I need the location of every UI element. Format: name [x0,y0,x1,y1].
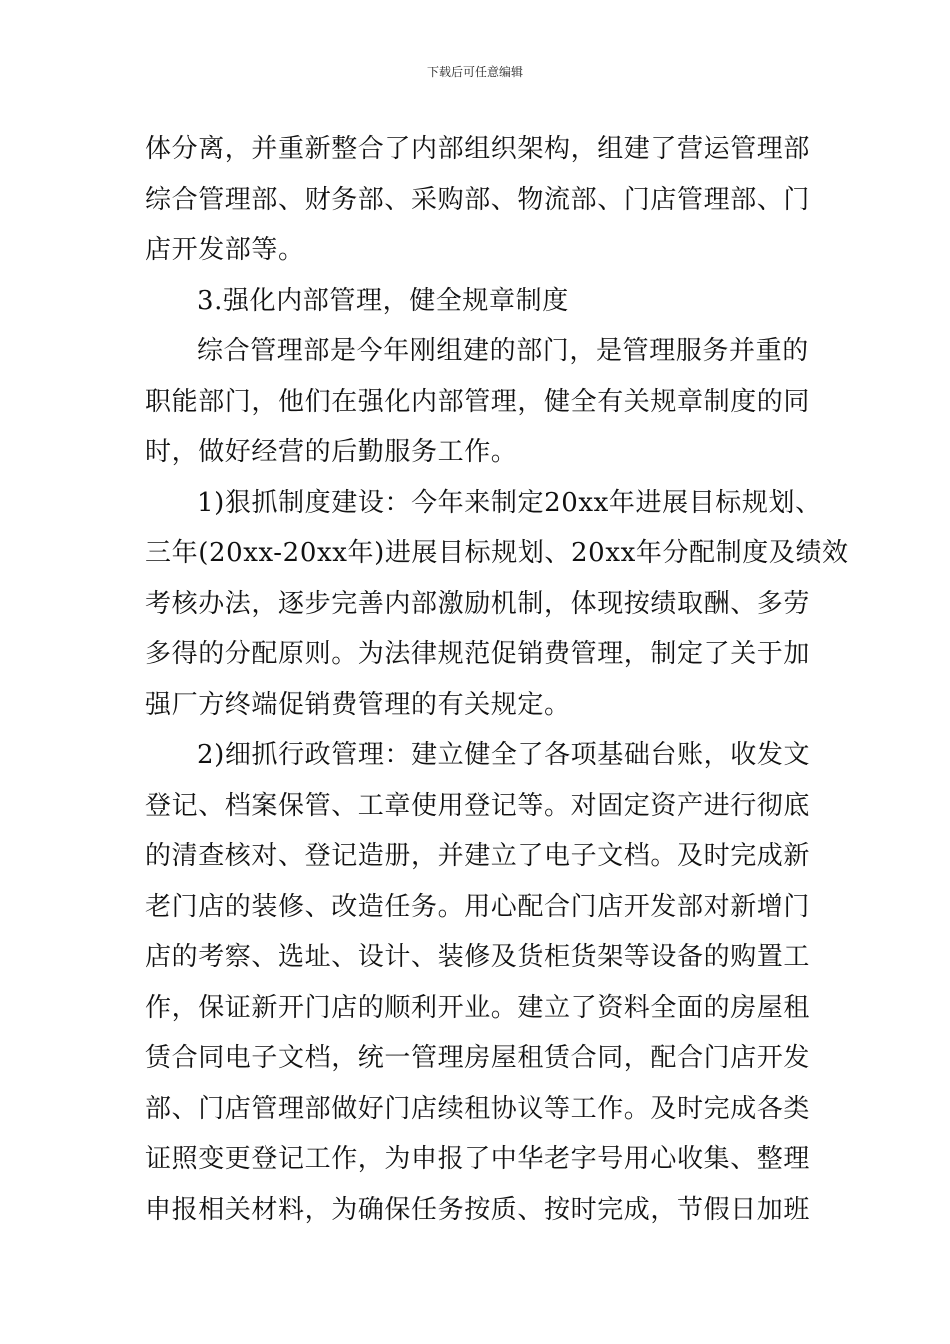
text-line: 申报相关材料，为确保任务按质、按时完成，节假日加班 [145,1194,811,1225]
text-line: 强厂方终端促销费管理的有关规定。 [145,689,571,720]
text-line: 部、门店管理部做好门店续租协议等工作。及时完成各类 [145,1093,811,1124]
text-line: 时，做好经营的后勤服务工作。 [145,437,518,467]
text-line: 2)细抓行政管理：建立健全了各项基础台账，收发文 [197,740,811,770]
text-line: 证照变更登记工作，为申报了中华老字号用心收集、整理 [145,1144,811,1174]
text-line: 综合管理部、财务部、采购部、物流部、门店管理部、门 [145,184,811,215]
text-line: 体分离，并重新整合了内部组织架构，组建了营运管理部 [145,134,811,164]
section-heading: 3.强化内部管理，健全规章制度 [197,285,569,316]
text-line: 多得的分配原则。为法律规范促销费管理，制定了关于加 [145,639,811,669]
text-line: 1)狠抓制度建设：今年来制定20xx年进展目标规划、 [197,487,822,518]
text-line: 三年(20xx-20xx年)进展目标规划、20xx年分配制度及绩效 [145,538,849,568]
text-line: 考核办法，逐步完善内部激励机制，体现按绩取酬、多劳 [145,588,811,619]
text-line: 作，保证新开门店的顺利开业。建立了资料全面的房屋租 [145,992,811,1023]
text-line: 登记、档案保管、工章使用登记等。对固定资产进行彻底 [145,790,811,821]
text-line: 老门店的装修、改造任务。用心配合门店开发部对新增门 [145,891,811,922]
text-line: 赁合同电子文档，统一管理房屋租赁合同，配合门店开发 [145,1043,811,1073]
page-header: 下载后可任意编辑 [426,65,523,79]
text-line: 店的考察、选址、设计、装修及货柜货架等设备的购置工 [145,942,811,972]
text-line: 综合管理部是今年刚组建的部门，是管理服务并重的 [197,336,809,366]
text-line: 店开发部等。 [145,235,305,265]
text-line: 职能部门，他们在强化内部管理，健全有关规章制度的同 [145,386,811,417]
text-line: 的清查核对、登记造册，并建立了电子文档。及时完成新 [145,841,811,871]
document-body [145,124,849,1235]
